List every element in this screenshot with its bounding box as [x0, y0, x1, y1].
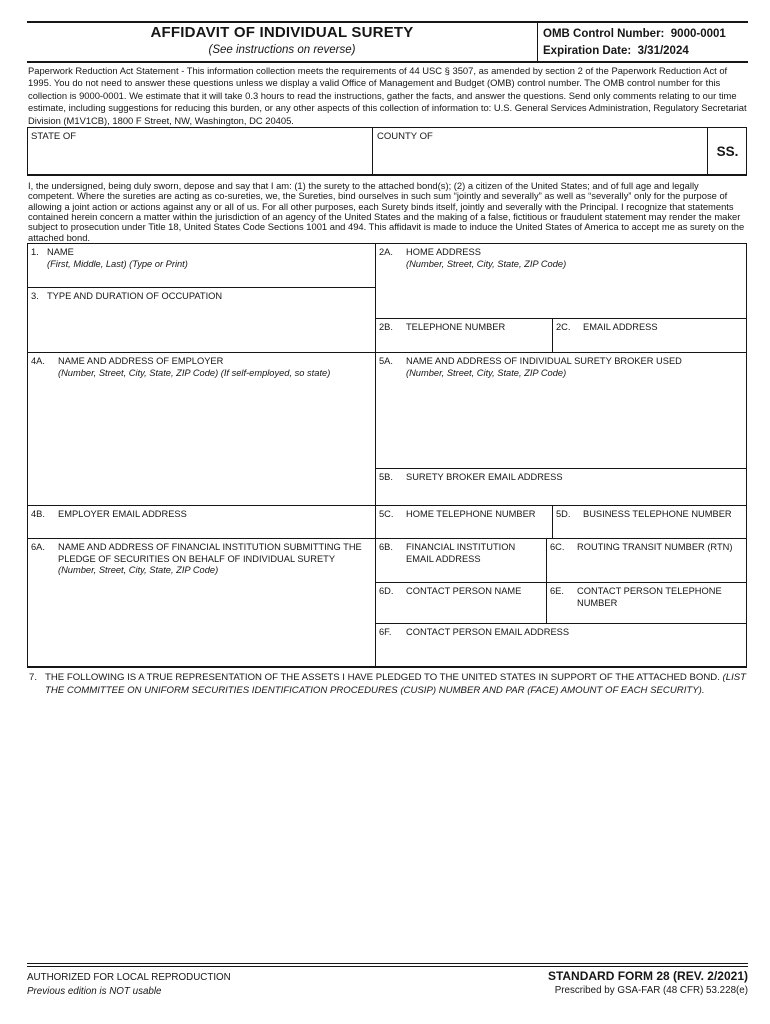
omb-block: [543, 26, 748, 60]
field-label: NAME AND ADDRESS OF FINANCIAL INSTITUTION SUBMITTING THE PLEDGE OF SECURITIES ON BEHALF OF INDIVIDUAL SURETY: [58, 542, 362, 564]
grid-line: [27, 666, 747, 668]
field-number: 6B.: [379, 542, 393, 552]
fields-table: [27, 243, 747, 668]
field-sublabel: (Number, Street, City, State, ZIP Code) (If self-employed, so state): [58, 367, 331, 378]
expiration-label: Expiration Date:: [543, 45, 632, 57]
cell-2a-home-address[interactable]: [376, 244, 746, 318]
cell-6d-contact-person-name[interactable]: [376, 583, 546, 623]
field-number: 5C.: [379, 509, 394, 519]
field-label: ROUTING TRANSIT NUMBER (RTN): [577, 542, 733, 552]
field-number: 3.: [31, 291, 39, 301]
field-number: 6F.: [379, 627, 392, 637]
cell-6b-fi-email[interactable]: [376, 539, 546, 582]
footer-right-block: [400, 969, 748, 996]
grid-line: [372, 127, 373, 176]
expiration-line: [543, 43, 748, 60]
field-number: 1.: [31, 247, 39, 257]
field-sublabel: (Number, Street, City, State, ZIP Code): [406, 367, 567, 378]
field-number: 6D.: [379, 586, 394, 596]
field-label: HOME ADDRESS: [406, 247, 481, 257]
field-sublabel: (First, Middle, Last) (Type or Print): [47, 258, 188, 269]
field-label: TELEPHONE NUMBER: [406, 322, 506, 332]
field-number: 2C.: [556, 322, 571, 332]
field-number: 2B.: [379, 322, 393, 332]
grid-line: [27, 174, 747, 176]
field-number: 6E.: [550, 586, 564, 596]
field-label: NAME AND ADDRESS OF EMPLOYER: [58, 356, 224, 366]
field-label: EMPLOYER EMAIL ADDRESS: [58, 509, 187, 519]
cell-5b-broker-email[interactable]: [376, 469, 746, 505]
field-number: 5B.: [379, 472, 393, 482]
paperwork-reduction-statement: Paperwork Reduction Act Statement - This information collection meets the requirements of 44 USC § 3507, as amended by section 2 of the Paperwork Reduction Act of 1995. You do not need to answer these questions unless we display a valid Office of Management and Budget (OMB) control number. The OMB control number for this collection is 9000-0001. We estimate that it will take 0.3 hours to read the instructions, gather the facts, and answer the questions. Send only comments relating to our time estimate, including suggestions for reducing this burden, or any other aspects of this collection of information to: U.S. General Services Administration, Regulatory Secretariat Division (M1V1CB), 1800 F Street, NW, Washington, DC 20405.: [28, 65, 747, 126]
cell-2b-telephone-number[interactable]: [376, 319, 552, 352]
form-title-block: [27, 24, 537, 56]
prescribed-by-note: Prescribed by GSA-FAR (48 CFR) 53.228(e): [554, 985, 748, 996]
cell-5c-home-telephone[interactable]: [376, 506, 552, 538]
field-number: 4B.: [31, 509, 45, 519]
cell-6c-routing-transit-number[interactable]: [547, 539, 746, 582]
field-label: FINANCIAL INSTITUTION EMAIL ADDRESS: [406, 542, 516, 564]
omb-control-line: [543, 26, 748, 43]
page-title: AFFIDAVIT OF INDIVIDUAL SURETY: [150, 24, 414, 41]
field-number: 7.: [29, 672, 38, 683]
cell-1-name[interactable]: [28, 244, 375, 287]
field-label: SURETY BROKER EMAIL ADDRESS: [406, 472, 563, 482]
field-label: CONTACT PERSON EMAIL ADDRESS: [406, 627, 570, 637]
field-number: 5D.: [556, 509, 571, 519]
grid-line: [746, 243, 747, 668]
cell-5a-surety-broker[interactable]: [376, 353, 746, 468]
field-label: NAME AND ADDRESS OF INDIVIDUAL SURETY BROKER USED: [406, 356, 682, 366]
cell-4a-employer[interactable]: [28, 353, 375, 505]
field-label: HOME TELEPHONE NUMBER: [406, 509, 536, 519]
item-7-cusip-note: (LIST THE COMMITTEE ON UNIFORM SECURITIES IDENTIFICATION PROCEDURES (CUSIP) NUMBER AND PAR (FACE) AMOUNT OF EACH SECURITY).: [45, 672, 747, 696]
ss-label: SS.: [716, 144, 739, 159]
footer-rule: [27, 963, 748, 967]
surety-oath-statement: I, the undersigned, being duly sworn, depose and say that I am: (1) the surety to the attached bond(s); (2) a citizen of the United States; and of full age and legally competent. Where the sureties are acting as co-sureties, we, the Sureties, bind ourselves in such sum “jointly and severally” as well as “severally” only for the purpose of allowing a joint action or actions against any or all of us. For all other purposes, each Surety binds itself, jointly and severally with the Principal. I recognize that statements contained herein concern a matter within the jurisdiction of an agency of the United States and the making of a false, fictitious or fraudulent statement may render the maker subject to prosecution under Title 18, United States Code Sections 1001 and 494. This affidavit is made to induce the United States of America to accept me as surety on the attached bond.: [28, 180, 745, 243]
field-label: CONTACT PERSON NAME: [406, 586, 522, 596]
field-label: EMAIL ADDRESS: [583, 322, 658, 332]
cell-5d-business-telephone[interactable]: [553, 506, 746, 538]
field-label: NAME: [47, 247, 74, 257]
cell-6a-financial-institution[interactable]: [28, 539, 375, 666]
cell-3-occupation[interactable]: [28, 288, 375, 352]
item-7-pledged-assets[interactable]: [29, 671, 746, 697]
grid-line: [27, 127, 28, 176]
field-sublabel: (Number, Street, City, State, ZIP Code): [58, 565, 219, 575]
jurat-row: [27, 127, 747, 176]
item-7-statement: THE FOLLOWING IS A TRUE REPRESENTATION OF THE ASSETS I HAVE PLEDGED TO THE UNITED STATES IN SUPPORT OF THE ATTACHED BOND.: [45, 672, 723, 683]
cell-2c-email-address[interactable]: [553, 319, 746, 352]
cell-6f-contact-person-email[interactable]: [376, 624, 746, 666]
omb-control-number: 9000-0001: [670, 28, 726, 40]
item-7-text: [45, 671, 746, 697]
header-divider: [537, 21, 538, 63]
state-of-field[interactable]: STATE OF: [31, 131, 77, 142]
footer-left-block: [27, 971, 231, 999]
field-number: 2A.: [379, 247, 393, 257]
field-number: 4A.: [31, 356, 45, 366]
header-top-rule: [27, 21, 748, 23]
expiration-date: 3/31/2024: [637, 45, 689, 57]
header-bottom-rule: [27, 61, 748, 63]
local-reproduction-note: AUTHORIZED FOR LOCAL REPRODUCTION: [27, 972, 231, 983]
cell-4b-employer-email[interactable]: [28, 506, 375, 538]
field-number: 6A.: [31, 542, 45, 552]
field-label: TYPE AND DURATION OF OCCUPATION: [47, 291, 223, 301]
field-number: 5A.: [379, 356, 393, 366]
cell-6e-contact-person-telephone[interactable]: [547, 583, 746, 623]
grid-line: [27, 127, 747, 128]
county-of-field[interactable]: COUNTY OF: [377, 131, 433, 142]
previous-edition-note: Previous edition is NOT usable: [27, 986, 162, 997]
standard-form-number: STANDARD FORM 28 (REV. 2/2021): [547, 969, 748, 983]
page-subtitle: (See instructions on reverse): [208, 44, 356, 56]
field-label: CONTACT PERSON TELEPHONE NUMBER: [577, 586, 722, 608]
omb-control-label: OMB Control Number:: [543, 28, 665, 40]
field-number: 6C.: [550, 542, 565, 552]
field-sublabel: (Number, Street, City, State, ZIP Code): [406, 258, 567, 269]
field-label: BUSINESS TELEPHONE NUMBER: [583, 509, 732, 519]
